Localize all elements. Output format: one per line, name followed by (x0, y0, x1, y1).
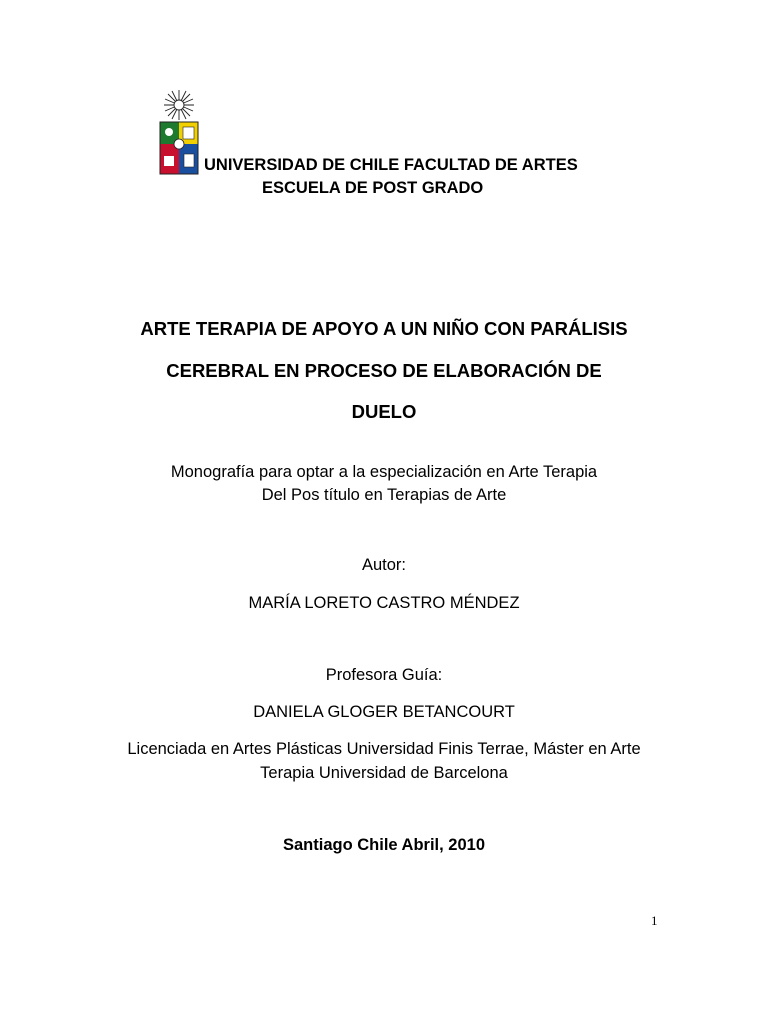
university-crest-icon (158, 88, 200, 176)
advisor-label: Profesora Guía: (325, 666, 443, 684)
page-number: 1 (651, 913, 658, 928)
title-line-3: DUELO (351, 401, 417, 422)
author-name: MARÍA LORETO CASTRO MÉNDEZ (248, 594, 520, 612)
author-label: Autor: (361, 556, 407, 574)
school-name: ESCUELA DE POST GRADO (262, 179, 484, 197)
institution-name: UNIVERSIDAD DE CHILE FACULTAD DE ARTES (204, 156, 578, 174)
title-line-1: ARTE TERAPIA DE APOYO A UN NIÑO CON PARÁLISIS (140, 318, 628, 339)
advisor-credentials-line-2: Terapia Universidad de Barcelona (260, 764, 508, 782)
subtitle-line-1: Monografía para optar a la especialización en Arte Terapia (170, 463, 598, 481)
advisor-credentials-line-1: Licenciada en Artes Plásticas Universidad Finis Terrae, Máster en Arte (127, 740, 641, 758)
place-date: Santiago Chile Abril, 2010 (282, 836, 486, 854)
advisor-name: DANIELA GLOGER BETANCOURT (253, 703, 515, 721)
subtitle-line-2: Del Pos título en Terapias de Arte (261, 486, 507, 504)
title-line-2: CEREBRAL EN PROCESO DE ELABORACIÓN DE (166, 360, 602, 381)
